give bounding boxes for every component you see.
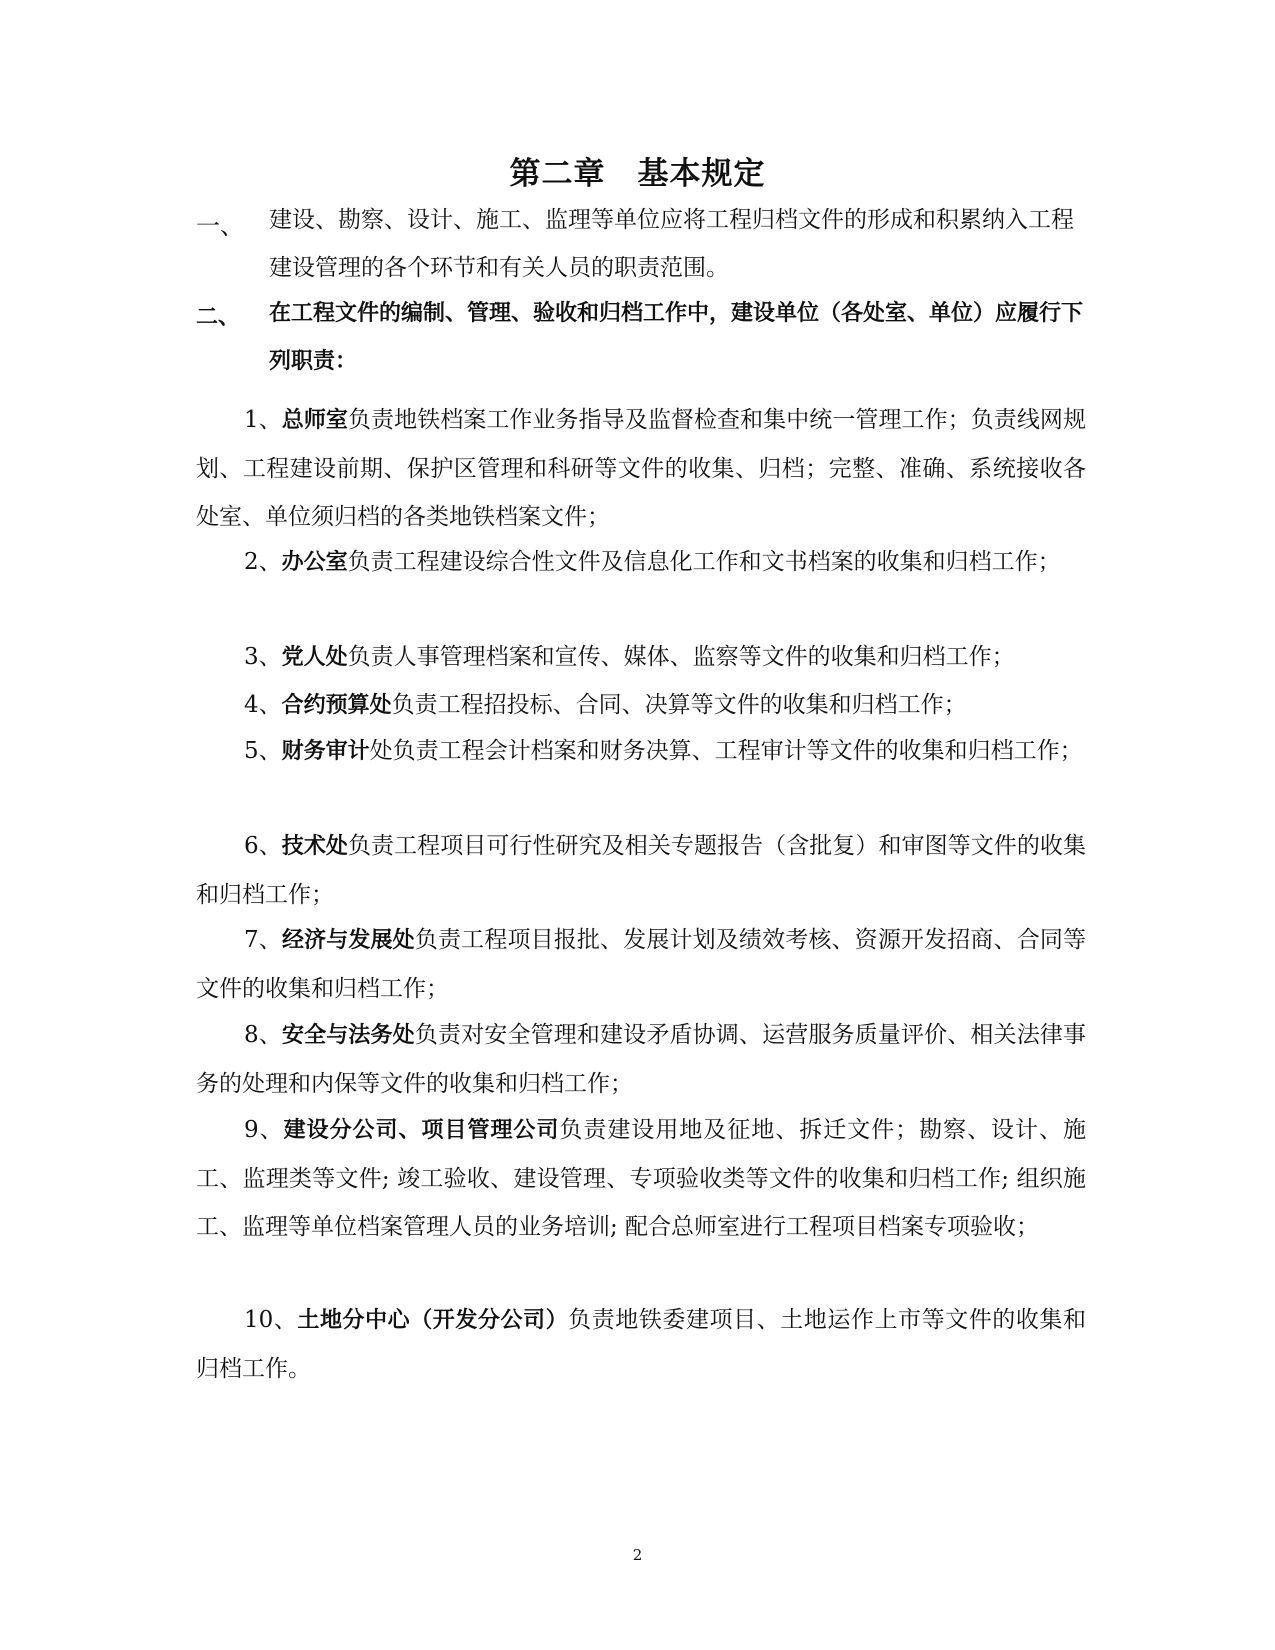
duty-item — [196, 538, 1086, 587]
duty-item — [196, 727, 1086, 776]
item-number: 9、 — [244, 1117, 284, 1143]
section-text: 在工程文件的编制、管理、验收和归档工作中，建设单位（各处室、单位）应履行下列职责： — [269, 301, 1084, 374]
duty-item — [196, 396, 1086, 541]
item-text: 负责工程招投标、合同、决算等文件的收集和归档工作； — [391, 692, 967, 718]
duty-item — [196, 1011, 1086, 1108]
item-text: 负责对安全管理和建设矛盾协调、运营服务质量评价、相关法律事务的处理和内保等文件的收集和归档工作； — [196, 1022, 1086, 1097]
item-number: 3、 — [244, 644, 282, 670]
duty-item — [196, 1106, 1086, 1251]
item-text: 处负责工程会计档案和财务决算、工程审计等文件的收集和归档工作； — [369, 738, 1083, 764]
item-department: 建设分公司、项目管理公司 — [283, 1118, 560, 1143]
page-number: 2 — [632, 1546, 643, 1564]
item-number: 8、 — [244, 1022, 282, 1048]
item-text: 负责建设用地及征地、拆迁文件；勘察、设计、施工、监理类等文件; 竣工验收、建设管理、专项验收类等文件的收集和归档工作; 组织施工、监理等单位档案管理人员的业务培训; 配合总师室进行工程项目档案专项验收； — [196, 1117, 1086, 1240]
section-number: 一、 — [196, 212, 244, 240]
duty-item — [196, 633, 1086, 682]
item-number: 10、 — [244, 1307, 298, 1333]
item-department: 技术处 — [281, 834, 348, 859]
item-text: 负责工程建设综合性文件及信息化工作和文书档案的收集和归档工作； — [347, 549, 1061, 575]
item-number: 5、 — [244, 738, 282, 764]
item-number: 2、 — [244, 549, 282, 575]
item-number: 4、 — [244, 692, 282, 718]
item-text: 负责地铁档案工作业务指导及监督检查和集中统一管理工作；负责线网规划、工程建设前期、保护区管理和科研等文件的收集、归档；完整、准确、系统接收各处室、单位须归档的各类地铁档案文件； — [196, 407, 1086, 530]
item-department: 土地分中心（开发分公司） — [297, 1308, 569, 1333]
item-number: 7、 — [244, 927, 282, 953]
item-department: 党人处 — [281, 645, 348, 670]
item-department: 总师室 — [281, 408, 348, 433]
section-number: 二、 — [196, 305, 241, 330]
item-department: 经济与发展处 — [281, 928, 415, 953]
duty-item — [196, 916, 1086, 1013]
item-department: 财务审计 — [281, 739, 370, 764]
item-text: 负责地铁委建项目、土地运作上市等文件的收集和归档工作。 — [196, 1307, 1086, 1382]
chapter-title: 第二章 基本规定 — [509, 156, 766, 192]
item-text: 负责人事管理档案和宣传、媒体、监察等文件的收集和归档工作； — [347, 644, 1015, 670]
item-number: 6、 — [244, 833, 282, 859]
duty-item — [196, 822, 1086, 919]
item-text: 负责工程项目报批、发展计划及绩效考核、资源开发招商、合同等文件的收集和归档工作； — [196, 927, 1086, 1002]
item-department: 办公室 — [281, 550, 348, 575]
item-department: 合约预算处 — [281, 693, 392, 718]
item-text: 负责工程项目可行性研究及相关专题报告（含批复）和审图等文件的收集和归档工作； — [196, 833, 1086, 908]
duty-item — [196, 681, 1086, 730]
duty-item — [196, 1296, 1086, 1393]
item-department: 安全与法务处 — [281, 1023, 415, 1048]
section-text: 建设、勘察、设计、施工、监理等单位应将工程归档文件的形成和积累纳入工程建设管理的各个环节和有关人员的职责范围。 — [269, 207, 1074, 281]
item-number: 1、 — [244, 407, 282, 433]
